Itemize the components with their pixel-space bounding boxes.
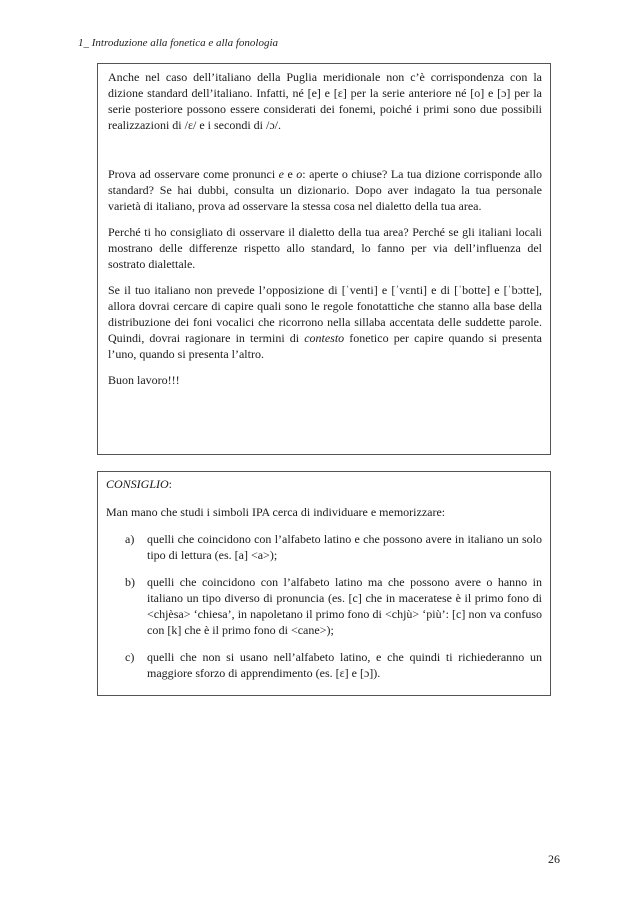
list-item-text: quelli che coincidono con l’alfabeto latino ma che possono avere o hanno in italiano un tipo diverso di pronuncia (es. [c] che in maceratese è il primo fono di <chjèsa> ‘chiesa’, in napoletano il primo fono di <chjù> ‘più’: [c] non va confuso con [k] che è il primo fono di <cane>); bbox=[147, 575, 542, 637]
list-item-text: quelli che coincidono con l’alfabeto latino e che possono avere in italiano un solo tipo di lettura (es. [a] <a>); bbox=[147, 532, 542, 562]
prompt-text-end: : aperte o chiuse? La tua dizione corrisponde allo standard? Se hai dubbi, consulta un dizionario. Dopo aver indagato la tua personale varietà di italiano, prova ad osservare la stessa cosa nel dialetto della tua area. bbox=[108, 167, 543, 213]
paragraph-exercise-prompt bbox=[108, 166, 542, 214]
tip-list bbox=[106, 531, 542, 681]
tip-title bbox=[106, 476, 542, 492]
term-contesto-italic: contesto bbox=[304, 331, 345, 345]
tip-title-label: CONSIGLIO bbox=[106, 477, 169, 491]
paragraph-phonotactics bbox=[108, 282, 542, 362]
phonotactics-text-start: Se il tuo italiano non prevede l’opposizione di [ˈventi] e [ˈvɛnti] e di [ˈbotte] e [ˈbɔtte], allora dovrai cercare di capire quali sono le regole fonotattiche che stanno alla base della distribuzione dei foni vocalici che ricorrono nella sillaba accentata delle suddette parole. Quindi, dovrai ragionare in termini di bbox=[108, 283, 542, 345]
letter-e-italic: e bbox=[278, 167, 284, 181]
prompt-conjunction: e bbox=[284, 167, 297, 181]
paragraph-puglia: Anche nel caso dell’italiano della Puglia meridionale non c’è corrispondenza con la dizione standard dell’italiano. Infatti, né [e] e [ɛ] per la serie anteriore né [o] e [ɔ] per la serie posteriore possono essere considerati dei fonemi, poiché i primi sono due possibili realizzazioni di /ɛ/ e i secondi di /ɔ/. bbox=[108, 70, 542, 132]
paragraph-dialect-reason: Perché ti ho consigliato di osservare il dialetto della tua area? Perché se gli italiani locali mostrano delle differenze rispetto allo standard, lo fanno per via dell’influenza del sostrato dialettale. bbox=[108, 225, 542, 271]
closing-greeting: Buon lavoro!!! bbox=[108, 373, 180, 387]
list-item-text: quelli che non si usano nell’alfabeto latino, e che quindi ti richiederanno un maggiore sforzo di apprendimento (es. [ɛ] e [ɔ]). bbox=[147, 650, 542, 680]
tip-intro: Man mano che studi i simboli IPA cerca di individuare e memorizzare: bbox=[106, 505, 446, 519]
tip-title-colon: : bbox=[168, 477, 173, 491]
list-marker: c) bbox=[125, 650, 135, 664]
letter-o-italic: o bbox=[296, 167, 303, 181]
exercise-box bbox=[97, 63, 551, 455]
phonotactics-text-end: fonetico per capire quando si presenta l’uno, quando si presenta l’altro. bbox=[108, 331, 542, 361]
tip-box bbox=[97, 471, 551, 696]
list-marker: a) bbox=[125, 532, 135, 546]
page-number: 26 bbox=[548, 852, 560, 866]
list-item bbox=[106, 574, 542, 638]
list-item bbox=[106, 649, 542, 681]
running-header: 1_ Introduzione alla fonetica e alla fonologia bbox=[78, 37, 279, 49]
list-item bbox=[106, 531, 542, 563]
prompt-text-start: Prova ad osservare come pronunci bbox=[108, 167, 279, 181]
list-marker: b) bbox=[125, 575, 135, 589]
